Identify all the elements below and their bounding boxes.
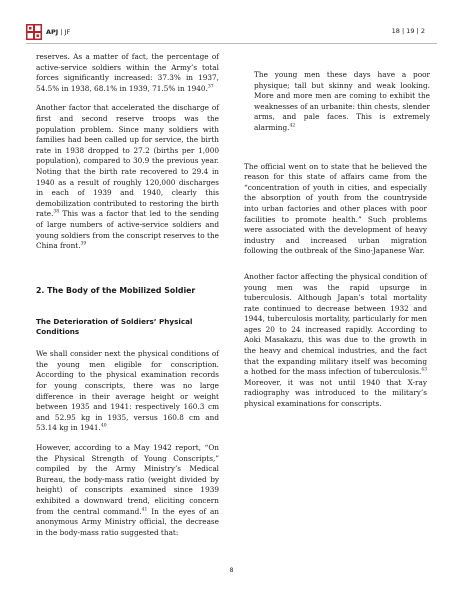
journal-logo-icon [26, 24, 42, 40]
header-divider [26, 43, 437, 44]
page-header [0, 0, 463, 44]
paragraph-tuberculosis: Another factor affecting the physical condition of young men was the rapid upsurge in tuberculosis. Although Japan’s total mortality rate continued to decrease between 1932 and 1944, tuberculosis mortality, particularly for men ages 20 to 24 increased rapidly. According to Aoki Masakazu, this was due to the growth in the heavy and chemical industries, and the fact that the expanding military itself was becoming a hotbed for the mass infection of tuberculosis.$^{43}$ Moreover, it was not until 1940 that X-ray radiography was introduced to the military’s physical examinations for conscripts. [244, 271, 427, 409]
footnote-ref[interactable]: 38 [53, 209, 60, 215]
subsection-heading: The Deterioration of Soldiers’ Physical Conditions [36, 316, 193, 337]
footnote-ref[interactable]: 41 [141, 507, 148, 513]
footnote-ref[interactable]: 39 [80, 241, 87, 247]
paragraph-reserves: reserves. As a matter of fact, the percentage of active-service soldiers within the Army’s total forces significantly increased: 37.3% in 1937, 54.5% in 1938, 68.1% in 1939, 71.5% in 1940.37 [36, 52, 219, 93]
paragraph-population: Another factor that accelerated the discharge of first and second reserve troops was the population problem. Since many soldiers with families had been called up for service, the birth rate in 1938 dropped to 27.2 (births per 1,000 population), compared to 30.9 the previous year. Noting that the birth rate recovered to 29.4 in 1940 as a result of roughly 120,000 discharges in each of 1939 and 1940, clearly this demobilization contributed to restoring the birth rate.$^{38}$ This was a factor that led to the sending of large numbers of active-service soldiers and young soldiers from the conscript reserves to the China front.$^{39}$ [36, 103, 219, 251]
right-column [244, 52, 431, 419]
page-number: 8 [229, 567, 234, 574]
issue-number: 18 | 19 | 2 [391, 27, 425, 35]
journal-name: APJ | JF [46, 28, 71, 36]
paragraph-report: However, according to a May 1942 report, “On the Physical Strength of Young Conscripts,” compiled by the Army Ministry’s Medical Bureau, the body-mass ratio (weight divided by height) of conscripts examined since 1939 exhibited a downward trend, eliciting concern from the central command.$^{41}$ In the eyes of an anonymous Army Ministry official, the decrease in the body-mass ratio suggested that: [36, 443, 219, 537]
footnote-ref[interactable]: 37 [207, 84, 214, 90]
section-heading: 2. The Body of the Mobilized Soldier [36, 285, 196, 295]
footnote-ref[interactable]: 40 [100, 424, 107, 430]
left-column [36, 52, 219, 547]
paragraph-urbanization: The official went on to state that he believed the reason for this state of affairs came from the “concentration of youth in cities, and especially the absorption of youth from the countryside into urban factories and other places with poor facilities to promote health.” Such problems were associated with the development of heavy industry and increased urban migration following the outbreak of the Sino-Japanese War. [244, 161, 427, 256]
footnote-ref[interactable]: 42 [289, 123, 296, 129]
footnote-ref[interactable]: 43 [421, 367, 427, 373]
paragraph-physical-conditions: We shall consider next the physical conditions of the young men eligible for conscription. According to the physical examination records for young conscripts, there was no large difference in their average height or weight between 1935 and 1941: respectively 160.3 cm and 52.95 kg in 1935, versus 160.8 cm and 53.14 kg in 1941.40 [36, 349, 219, 433]
block-quote: The young men these days have a poor physique; tall but skinny and weak looking. More and more men are coming to exhibit the weaknesses of an urbanite: thin chests, slender arms, and pale faces. This is extremely alarming.$^{42}$ [254, 70, 431, 132]
